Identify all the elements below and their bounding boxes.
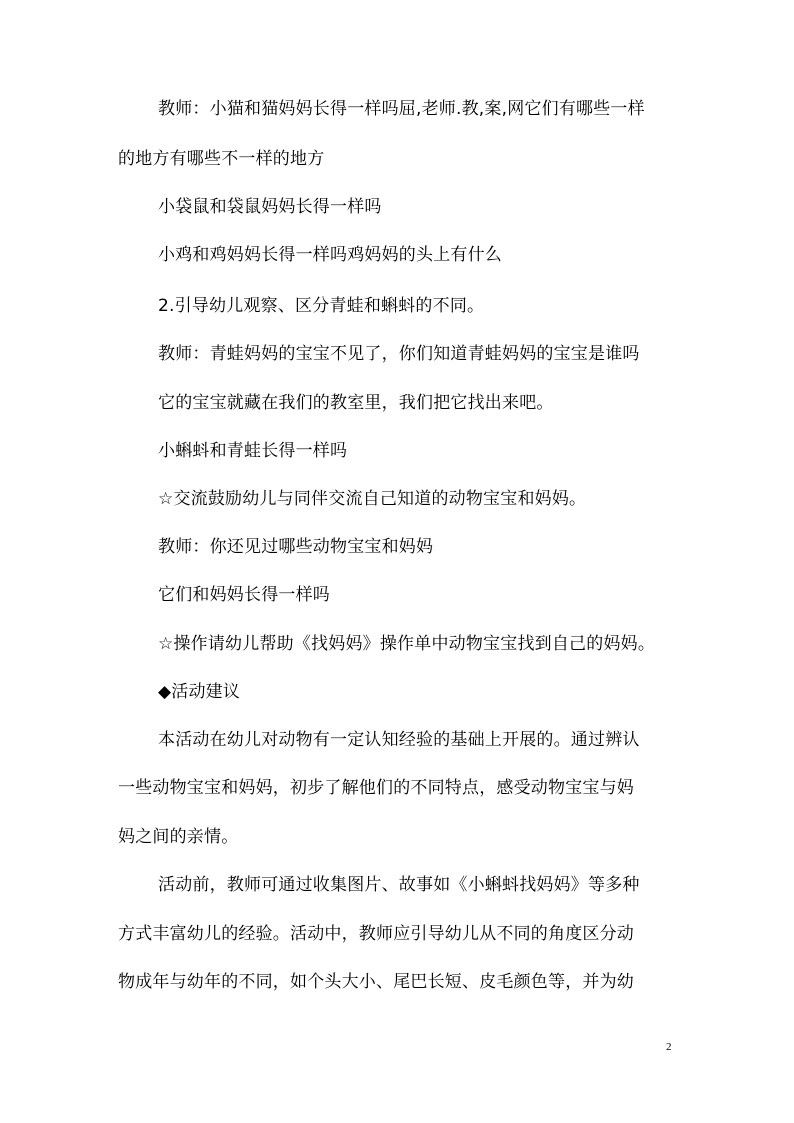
section-heading: 2.引导幼儿观察、区分青蛙和蝌蚪的不同。	[158, 296, 485, 316]
paragraph-line: 它的宝宝就藏在我们的教室里，我们把它找出来吧。	[158, 393, 554, 413]
section-heading: ◆活动建议	[158, 682, 241, 702]
paragraph-line: 活动前，教师可通过收集图片、故事如《小蝌蚪找妈妈》等多种	[158, 875, 640, 895]
paragraph-line: ☆交流鼓励幼儿与同伴交流自己知道的动物宝宝和妈妈。	[158, 489, 587, 509]
paragraph-line: 一些动物宝宝和妈妈，初步了解他们的不同特点，感受动物宝宝与妈	[118, 778, 634, 798]
paragraph-line: 教师：青蛙妈妈的宝宝不见了，你们知道青蛙妈妈的宝宝是谁吗	[158, 344, 640, 364]
paragraph-line: 小鸡和鸡妈妈长得一样吗鸡妈妈的头上有什么	[158, 245, 502, 265]
paragraph-line: 教师：小猫和猫妈妈长得一样吗屈,老师.教,案,网它们有哪些一样	[158, 99, 645, 119]
paragraph-line: 物成年与幼年的不同，如个头大小、尾巴长短、皮毛颜色等，并为幼	[118, 972, 634, 992]
paragraph-line: 小袋鼠和袋鼠妈妈长得一样吗	[158, 197, 382, 217]
paragraph-line: 教师：你还见过哪些动物宝宝和妈妈	[158, 537, 434, 557]
paragraph-line: 妈之间的亲情。	[118, 827, 239, 847]
paragraph-line: 方式丰富幼儿的经验。活动中，教师应引导幼儿从不同的角度区分动	[118, 924, 634, 944]
page-number: 2	[666, 1041, 672, 1053]
paragraph-line: 它们和妈妈长得一样吗	[158, 585, 330, 605]
paragraph-line: ☆操作请幼儿帮助《找妈妈》操作单中动物宝宝找到自己的妈妈。	[158, 634, 656, 654]
paragraph-line: 小蝌蚪和青蛙长得一样吗	[158, 441, 348, 461]
paragraph-line: 的地方有哪些不一样的地方	[118, 149, 325, 169]
paragraph-line: 本活动在幼儿对动物有一定认知经验的基础上开展的。通过辨认	[158, 730, 640, 750]
